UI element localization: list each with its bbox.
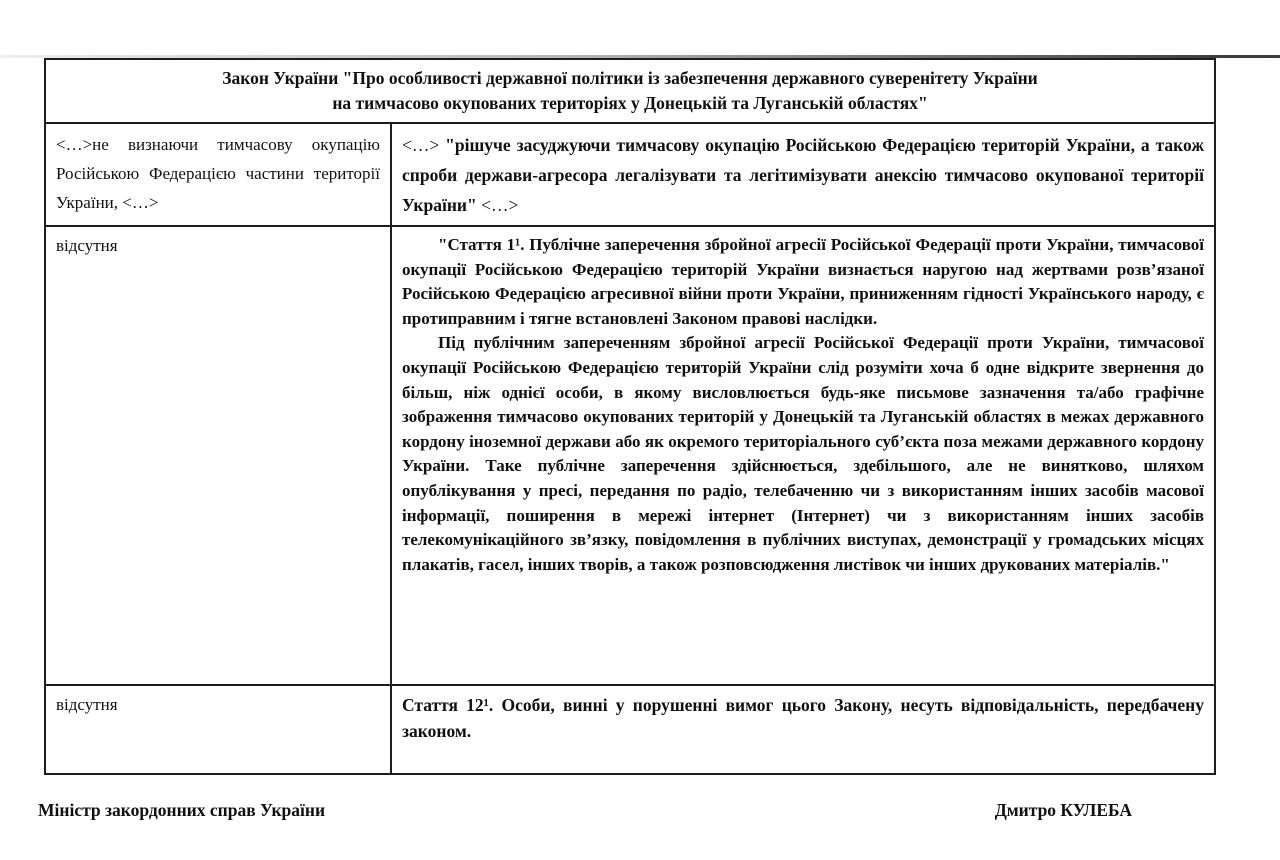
signature-row — [38, 798, 1132, 822]
article-1-1-paragraph-2: Під публічним запереченням збройної агресії Російської Федерації проти України, тимчасової окупації Російською Федерацією територій України слід розуміти хоча б одне відкрите звернення до більш, ніж однієї особи, в якому висловлюється будь-яке письмове зазначення та/або графічне зображення тимчасово окупованих територій у Донецькій та Луганській областях в межах державного кордону іноземної держави або як окремого територіального суб’єкта поза межами державного кордону України. Таке публічне заперечення здійснюється, здебільшого, але не винятково, шляхом опублікування у пресі, передання по радіо, телебаченню чи з використанням інших засобів масової інформації, поширення в мережі інтернет (Інтернет) чи з використанням інших засобів телекомунікаційного зв’язку, повідомлення в публічних виступах, демонстрації у громадських місцях плакатів, гасел, інших творів, а також розповсюдження листівок чи інших друкованих матеріалів." — [402, 333, 1205, 574]
old-version-cell-article-1-1: відсутня — [45, 226, 391, 685]
ellipsis-suffix: <…> — [476, 195, 519, 215]
law-title-cell — [45, 59, 1215, 123]
old-version-cell-preamble: <…>не визнаючи тимчасову окупацію Російською Федерацією частини території України, <…> — [45, 123, 391, 226]
comparison-row-preamble — [45, 123, 1215, 226]
table-header-row — [45, 59, 1215, 123]
new-version-cell-preamble — [391, 123, 1215, 226]
law-title-line-1: Закон України "Про особливості державної політики із забезпечення державного суверенітету України — [222, 68, 1038, 88]
law-title-line-2: на тимчасово окупованих територіях у Донецькій та Луганській областях" — [332, 93, 928, 113]
minister-name: Дмитро КУЛЕБА — [994, 800, 1132, 820]
new-version-cell-article-1-1 — [391, 226, 1215, 685]
comparison-row-article-12-1 — [45, 685, 1215, 774]
new-version-cell-article-12-1: Стаття 12¹. Особи, винні у порушенні вимог цього Закону, несуть відповідальність, передбачену законом. — [391, 685, 1215, 774]
ellipsis-prefix: <…> — [402, 135, 446, 155]
law-comparison-table — [44, 58, 1216, 775]
minister-title: Міністр закордонних справ України — [38, 800, 326, 820]
comparison-row-article-1-1 — [45, 226, 1215, 685]
old-version-cell-article-12-1: відсутня — [45, 685, 391, 774]
quoted-amendment-text: "рішуче засуджуючи тимчасову окупацію Російською Федерацією територій України, а також спроби держави-агресора легалізувати та легітимізувати анексію тимчасово окупованої території України" — [402, 135, 1205, 215]
article-1-1-paragraph-1: "Стаття 1¹. Публічне заперечення збройної агресії Російської Федерації проти України, тимчасової окупації Російською Федерацією територій України визнається наругою над жертвами розв’язаної Російською Федерацією агресивної війни проти України, приниженням гідності Українського народу, є протиправним і тягне встановлені Законом правові наслідки. — [402, 235, 1205, 328]
